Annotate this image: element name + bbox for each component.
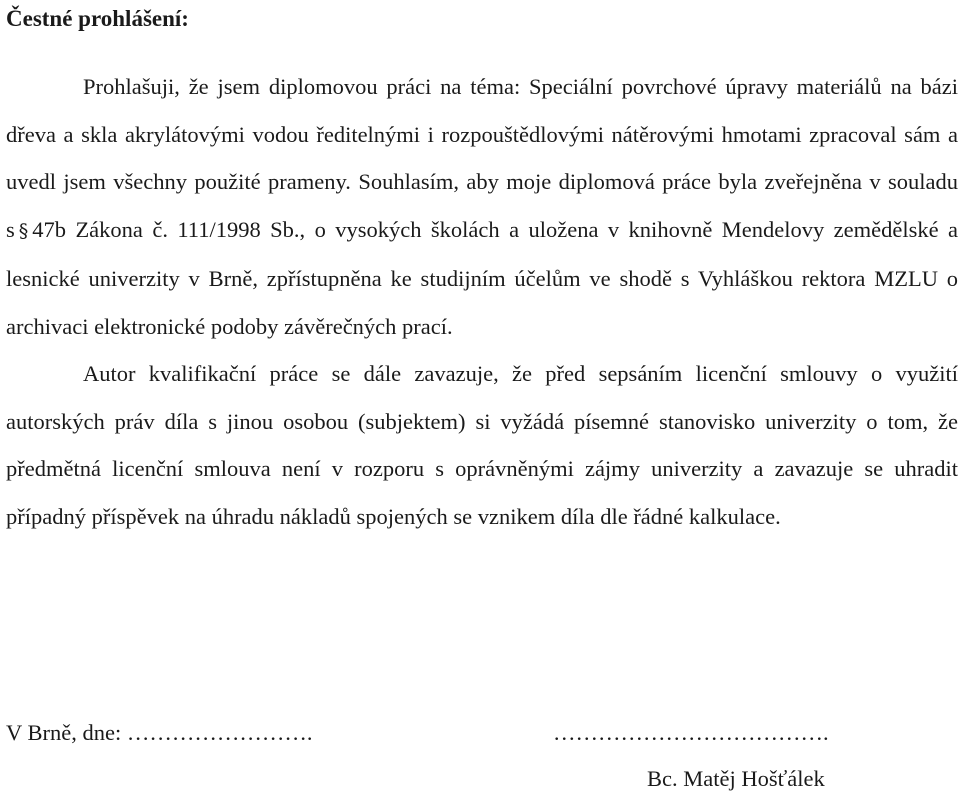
signature-line: ………………………………. xyxy=(553,720,829,745)
signature-name: Bc. Matěj Hošťálek xyxy=(647,766,825,791)
paragraph-1-text-start: Prohlašuji, že jsem diplomovou práci na téma: Speciální povrchové úpravy materiálů na bázi dřeva a skla akrylátovými vodou ředitelnými i rozpouštědlovými nátěrovými hmotami zpracoval sám a uvedl jsem všechny použité prameny. Souhlasím, aby moje diplomová práce byla zveřejněna v souladu s xyxy=(6,74,958,242)
declaration-paragraph-1 xyxy=(6,63,958,350)
paragraph-1-text-end: 47b Zákona č. 111/1998 Sb., o vysokých školách a uložena v knihovně Mendelovy zemědělské a lesnické univerzity v Brně, zpřístupněna ke studijním účelům ve shodě s Vyhláškou rektora MZLU o archivaci elektronické podoby závěrečných prací. xyxy=(6,216,958,339)
place-and-date: V Brně, dne: ……………………. xyxy=(6,720,313,745)
declaration-body xyxy=(6,63,958,540)
declaration-paragraph-2: Autor kvalifikační práce se dále zavazuje, že před sepsáním licenční smlouvy o využití autorských práv díla s jinou osobou (subjektem) si vyžádá písemné stanovisko univerzity o tom, že předmětná licenční smlouva není v rozporu s oprávněnými zájmy univerzity a zavazuje se uhradit případný příspěvek na úhradu nákladů spojených se vznikem díla dle řádné kalkulace. xyxy=(6,361,958,529)
page-title: Čestné prohlášení: xyxy=(6,6,189,31)
section-sign: § xyxy=(18,219,29,242)
